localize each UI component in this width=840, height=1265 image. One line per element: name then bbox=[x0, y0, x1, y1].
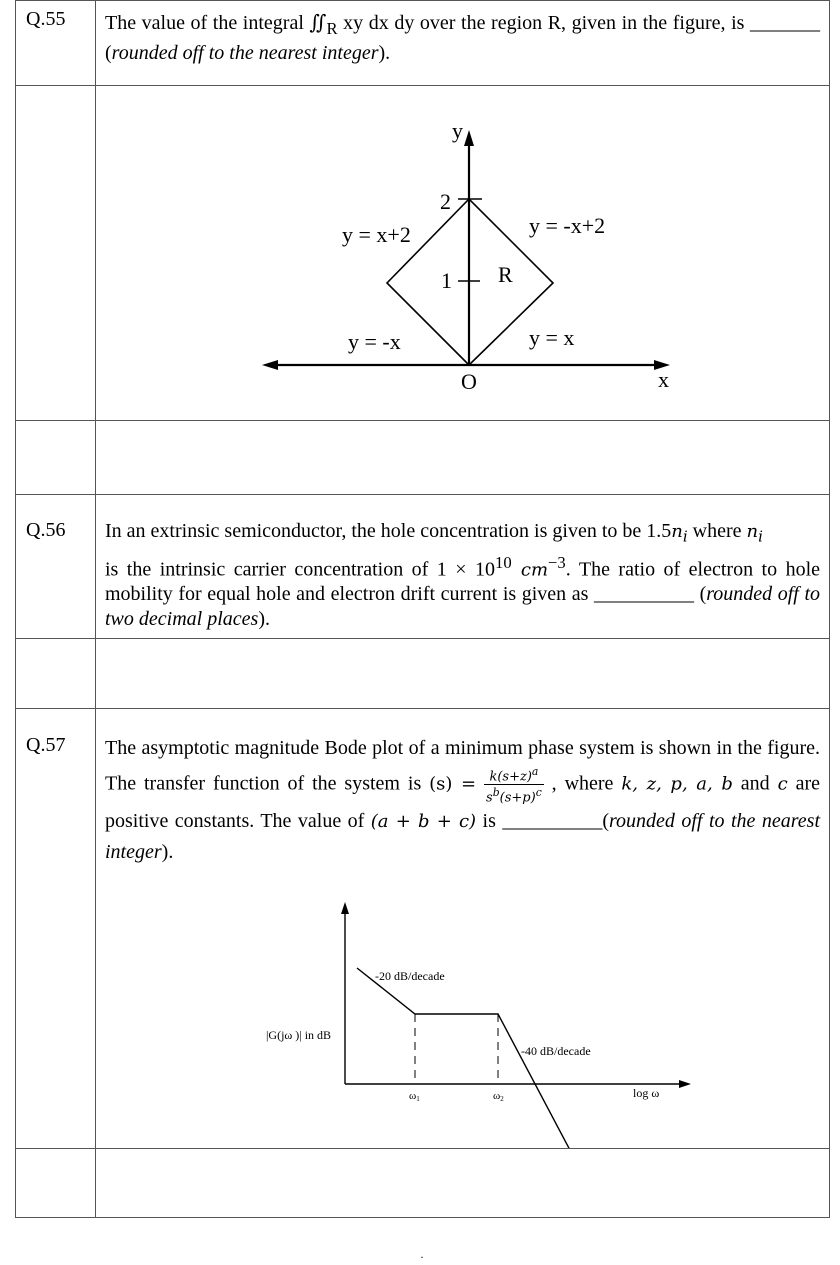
page-mark: · bbox=[420, 1250, 424, 1264]
q57-text-cell bbox=[96, 709, 830, 1149]
q55-integrand: xy dx dy bbox=[337, 12, 415, 34]
q57-row bbox=[16, 709, 830, 1149]
bode-x-label: log ω bbox=[633, 1085, 660, 1100]
line-label-neg-x: y = -x bbox=[348, 329, 401, 354]
q55-text-cell bbox=[96, 1, 830, 86]
spacer-row-3 bbox=[16, 1148, 830, 1217]
tick-1-label: 1 bbox=[441, 268, 452, 293]
spacer-cell bbox=[16, 639, 96, 709]
q56-text-d: . The ratio of electron to hole mobility for equal hole and electron drift current is given as bbox=[105, 558, 820, 606]
q57-vars: k, z, p, a, b bbox=[621, 773, 733, 795]
w1-label bbox=[409, 1090, 420, 1103]
q57-text: The asymptotic magnitude Bode plot of a minimum phase system is shown in the figure. The transfer function of the system is (s) = $\frac{k(s+z)^a}{s^b(s+p)^c}$ , where k, z, p, a, b and c are positive constants. The value of (a + b + c) is __________(rounded off to the nearest integer). bbox=[105, 737, 821, 863]
q55-note: rounded off to the nearest integer bbox=[111, 42, 379, 64]
q55-figure-cell bbox=[96, 86, 830, 421]
y-axis-label: y bbox=[452, 118, 463, 143]
q57-frac-den-mid: (s+p) bbox=[499, 790, 536, 806]
q56-text-cell bbox=[96, 495, 830, 639]
region-label: R bbox=[498, 262, 513, 287]
w2-label bbox=[493, 1090, 504, 1103]
q57-frac-den-s: s bbox=[486, 790, 493, 806]
q57-var-c: c bbox=[777, 773, 788, 795]
q57-frac-num-text: k(s+z) bbox=[489, 769, 532, 785]
q57-frac-denominator bbox=[484, 785, 544, 805]
q57-frac-den-exp2: c bbox=[535, 786, 542, 800]
q57-note: rounded off to the nearest integer bbox=[105, 809, 821, 863]
q55-region-figure bbox=[96, 86, 840, 419]
w1-label-omega: ω bbox=[409, 1089, 417, 1102]
w2-label-omega: ω bbox=[493, 1089, 501, 1102]
tick-2-label: 2 bbox=[440, 189, 451, 214]
bode-y-label: |G(jω )| in dB bbox=[266, 1027, 332, 1042]
q56-ni-sub: i bbox=[682, 527, 688, 546]
bode-y-axis-arrow bbox=[341, 902, 349, 914]
line-label-neg-x-plus-2: y = -x+2 bbox=[529, 213, 606, 238]
q55-integral-symbol: ∬ bbox=[309, 12, 327, 34]
y-axis-arrow bbox=[464, 130, 474, 146]
spacer-cell bbox=[16, 421, 96, 495]
slope-20-label: -20 dB/decade bbox=[375, 968, 445, 983]
spacer-cell bbox=[96, 1148, 830, 1217]
question-table bbox=[15, 0, 830, 1218]
q56-ni-letter-2: n bbox=[746, 521, 759, 542]
spacer-cell bbox=[96, 639, 830, 709]
q57-text-e: is bbox=[476, 809, 503, 832]
q56-ni-2 bbox=[746, 521, 763, 546]
q57-text-a: The asymptotic magnitude Bode plot of a minimum phase system is shown in the figure. The transfer function of the system is bbox=[105, 737, 820, 795]
q57-gs: (s) = bbox=[429, 773, 477, 795]
q57-text-b: , where bbox=[543, 772, 622, 795]
q57-transfer-fraction bbox=[484, 764, 544, 806]
q55-figure-row bbox=[16, 86, 830, 421]
spacer-row-2 bbox=[16, 639, 830, 709]
q56-number: Q.56 bbox=[16, 495, 96, 639]
line-label-x-plus-2: y = x+2 bbox=[342, 222, 411, 247]
q56-ni-sub-2: i bbox=[758, 527, 763, 546]
q55-integral-sub: R bbox=[326, 19, 338, 38]
q55-blank: _______ bbox=[750, 12, 821, 34]
spacer-cell bbox=[16, 1148, 96, 1217]
q57-frac-num-exp: a bbox=[531, 765, 539, 778]
q56-ni bbox=[671, 521, 688, 546]
q55-figure-num-cell bbox=[16, 86, 96, 421]
q56-ni-letter: n bbox=[671, 521, 683, 542]
q57-frac-numerator bbox=[484, 764, 544, 785]
q57-blank: __________ bbox=[502, 809, 603, 832]
bode-magnitude-curve bbox=[357, 968, 571, 1148]
q57-expr: (a + b + c) bbox=[370, 810, 477, 832]
q56-text: In an extrinsic semiconductor, the hole concentration is given to be $1.5n_i$ where $n_i$ is the intrinsic carrier concentration of $1 \times 10^{10}$ $cm^{-3}$. The ratio of electron to hole mobility for equal hole and electron drift current is given as __________ (rounded off to two decimal places). bbox=[105, 520, 820, 631]
spacer-row-1 bbox=[16, 421, 830, 495]
q55-text: The value of the integral $∬_R$ xy dx dy over the region R, given in the figure, is _______ (rounded off to the nearest integer). bbox=[105, 12, 821, 64]
q57-text-d: are positive constants. The value of bbox=[105, 772, 821, 832]
slope-40-label: -40 dB/decade bbox=[521, 1043, 591, 1058]
q56-exp10: 10 bbox=[495, 552, 512, 572]
origin-label: O bbox=[461, 369, 477, 394]
q56-blank: __________ bbox=[594, 583, 694, 606]
q56-note: rounded off to two decimal places bbox=[105, 583, 820, 631]
line-label-x: y = x bbox=[529, 325, 575, 350]
q56-unit-exp: −3 bbox=[548, 552, 566, 572]
q55-row bbox=[16, 1, 830, 86]
q55-text-a: The value of the integral bbox=[105, 12, 310, 34]
q57-frac-den-exp1: b bbox=[492, 786, 500, 800]
q56-text-b: where bbox=[687, 520, 747, 542]
q55-number: Q.55 bbox=[16, 1, 96, 86]
q57-bode-figure bbox=[105, 888, 840, 1148]
bode-x-axis-arrow bbox=[679, 1080, 691, 1088]
q56-text-a: In an extrinsic semiconductor, the hole concentration is given to be 1.5 bbox=[105, 520, 672, 542]
q55-text-b: over the region R, given in the figure, is bbox=[414, 12, 751, 34]
w1-label-sub: 1 bbox=[416, 1094, 420, 1103]
x-axis-label: x bbox=[658, 367, 669, 392]
q57-number: Q.57 bbox=[16, 709, 96, 1149]
w2-label-sub: 2 bbox=[500, 1094, 504, 1103]
q56-row bbox=[16, 495, 830, 639]
x-axis-arrow-left bbox=[262, 360, 278, 370]
spacer-cell bbox=[96, 421, 830, 495]
q57-text-c: and bbox=[732, 772, 778, 795]
q56-unit: cm bbox=[511, 559, 549, 581]
q56-text-c: is the intrinsic carrier concentration of 1 × 10 bbox=[105, 558, 496, 581]
